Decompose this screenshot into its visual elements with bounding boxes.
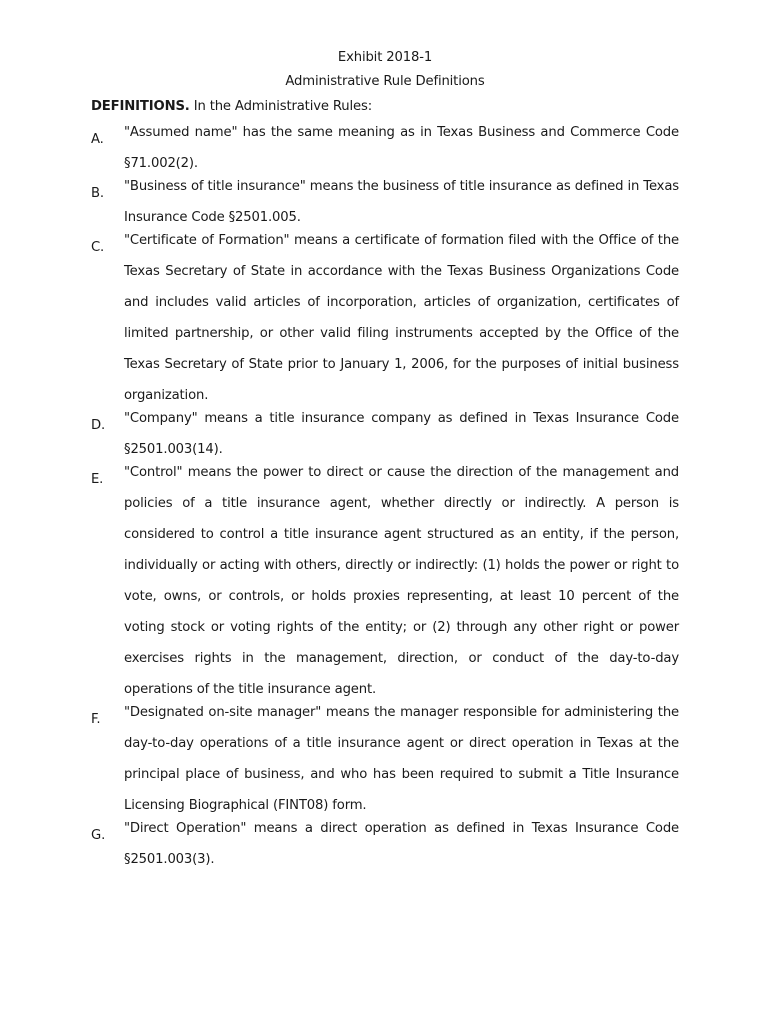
definition-letter: F. [91,712,101,727]
definitions-intro [91,95,679,119]
definition-text: "Business of title insurance" means the business of title insurance as defined in Texas Insurance Code §2501.005. [124,179,679,225]
definition-letter: D. [91,418,106,433]
definition-text: "Certificate of Formation" means a certificate of formation filed with the Office of the Texas Secretary of State in accordance with the Texas Business Organizations Code and includes valid articles of incorporation, articles of organization, certificates of limited partnership, or other valid filing instruments accepted by the Office of the Texas Secretary of State prior to January 1, 2006, for the purposes of initial business organization. [124,233,679,403]
definition-letter: A. [91,132,104,147]
definition-item [91,464,679,705]
definition-item [91,704,679,821]
definitions-intro-text: In the Administrative Rules: [189,99,372,114]
definition-text: "Control" means the power to direct or cause the direction of the management and policies of a title insurance agent, whether directly or indirectly. A person is considered to control a title insurance agent structured as an entity, if the person, individually or acting with others, directly or indirectly: (1) holds the power or right to vote, owns, or controls, or holds proxies representing, at least 10 percent of the voting stock or voting rights of the entity; or (2) through any other right or power exercises rights in the management, direction, or conduct of the day-to-day operations of the title insurance agent. [124,465,679,697]
definition-item [91,820,679,875]
definition-text: "Company" means a title insurance company as defined in Texas Insurance Code §2501.003(14). [124,411,679,457]
definitions-heading: DEFINITIONS. [91,99,190,114]
definition-letter: G. [91,828,106,843]
exhibit-label: Exhibit 2018-1 [337,50,433,65]
definition-text: "Assumed name" has the same meaning as in Texas Business and Commerce Code §71.002(2). [124,125,679,171]
document-title: Administrative Rule Definitions [285,74,485,89]
definition-text: "Direct Operation" means a direct operation as defined in Texas Insurance Code §2501.003(3). [124,821,679,867]
definitions-list [91,124,679,875]
definition-letter: B. [91,186,104,201]
definition-item [91,232,679,411]
definition-letter: E. [91,472,104,487]
document-header [91,46,679,94]
definition-text: "Designated on-site manager" means the manager responsible for administering the day-to-day operations of a title insurance agent or direct operation in Texas at the principal place of business, and who has been required to submit a Title Insurance Licensing Biographical (FINT08) form. [124,705,679,813]
definition-letter: C. [91,240,105,255]
